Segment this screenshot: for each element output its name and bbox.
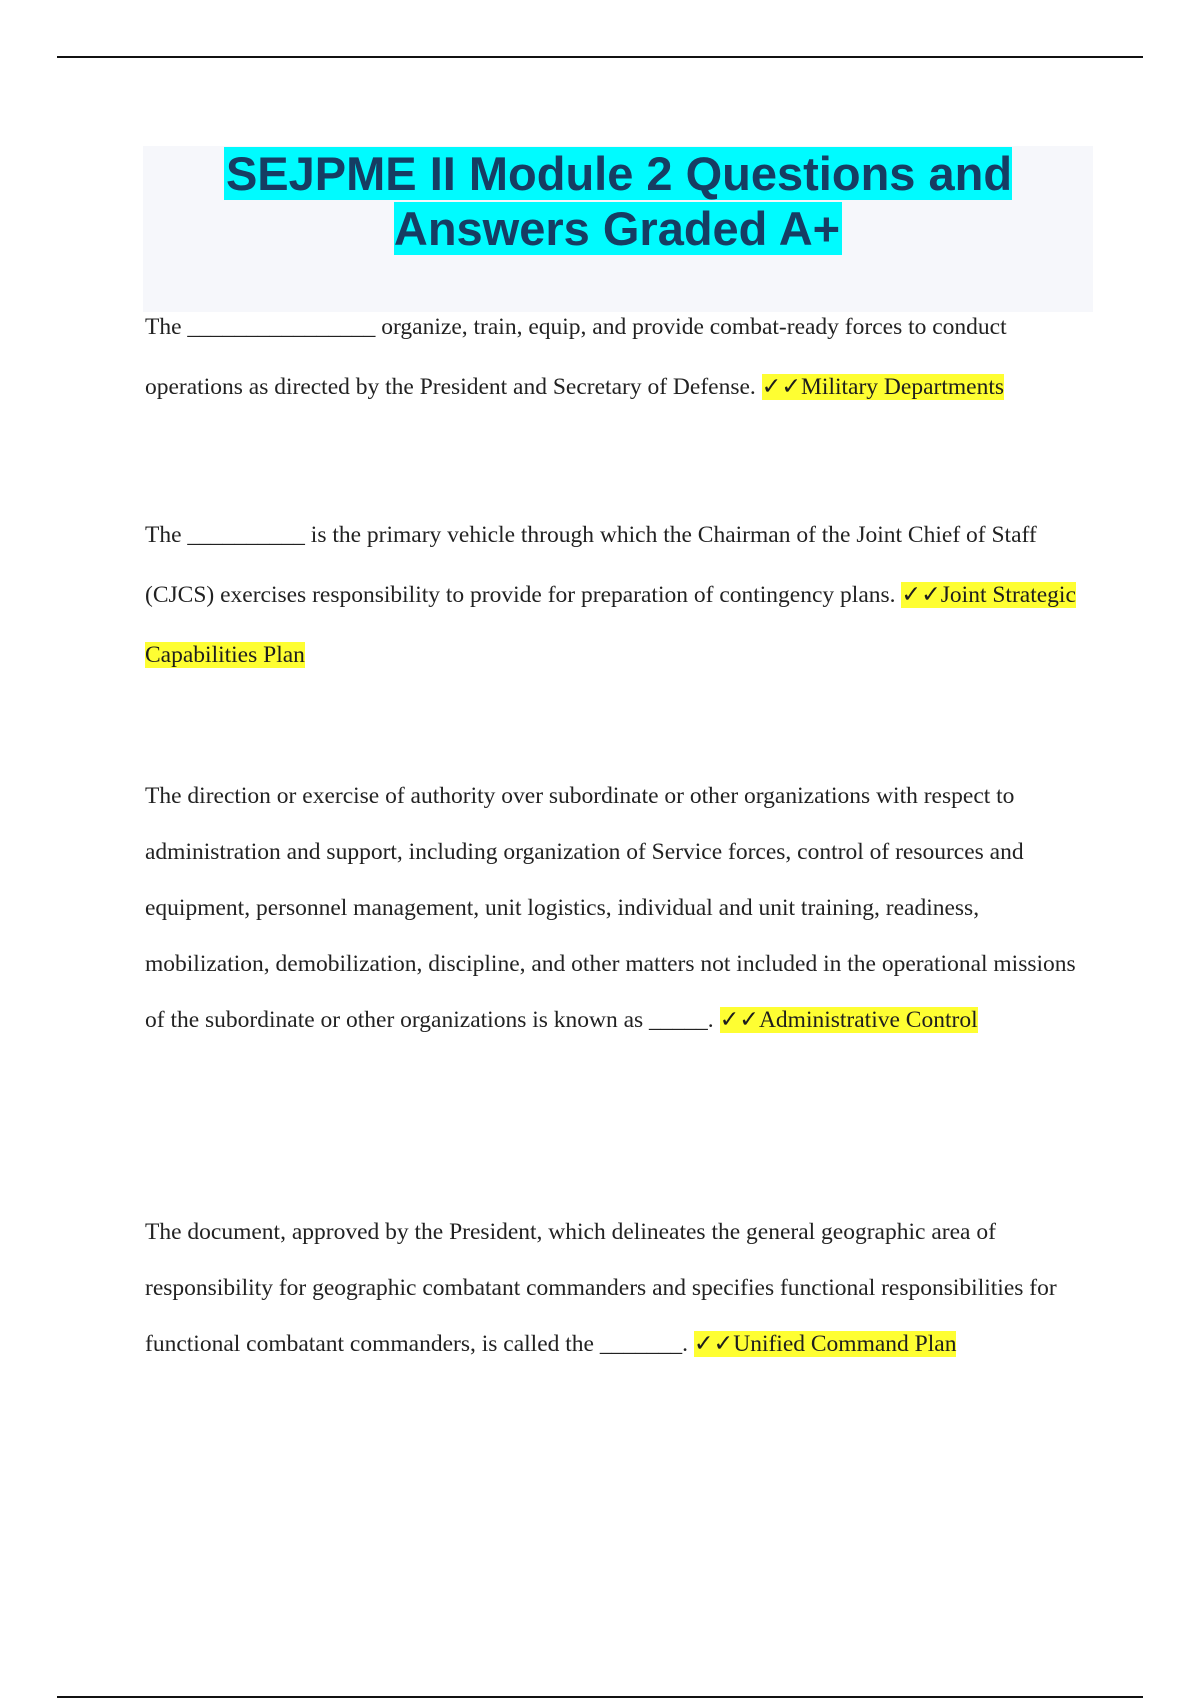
answer-text: ✓✓Unified Command Plan [693, 1331, 957, 1357]
answer-text: ✓✓Joint Strategic Capabilities Plan [145, 582, 1076, 668]
title-block [143, 146, 1093, 312]
answer-text: ✓✓Military Departments [761, 374, 1004, 400]
document-title-text: SEJPME II Module 2 Questions and Answers Graded A+ [225, 147, 1013, 255]
top-divider [57, 56, 1143, 58]
question-text: The document, approved by the President, which delineates the general geographic area of responsibility for geographic combatant commanders and specifies functional responsibilities for functional combatant commanders, is called the _______. [145, 1219, 1057, 1357]
qa-item [145, 768, 1095, 1048]
question-text: The ________________ organize, train, equip, and provide combat-ready forces to conduct operations as directed by the President and Secretary of Defense. [145, 314, 1007, 400]
document-title [143, 146, 1093, 256]
question-text: The direction or exercise of authority over subordinate or other organizations with respect to administration and support, including organization of Service forces, control of resources and equipment, personnel management, unit logistics, individual and unit training, readiness, mobilization, demobilization, discipline, and other matters not included in the operational missions of the subordinate or other organizations is known as _____. [145, 783, 1076, 1033]
bottom-divider [57, 1696, 1143, 1698]
question-text: The __________ is the primary vehicle through which the Chairman of the Joint Chief of Staff (CJCS) exercises responsibility to provide for preparation of contingency plans. [145, 522, 1037, 608]
qa-item [145, 297, 1095, 417]
qa-item [145, 505, 1095, 685]
answer-text: ✓✓Administrative Control [719, 1007, 978, 1033]
qa-item [145, 1204, 1100, 1372]
